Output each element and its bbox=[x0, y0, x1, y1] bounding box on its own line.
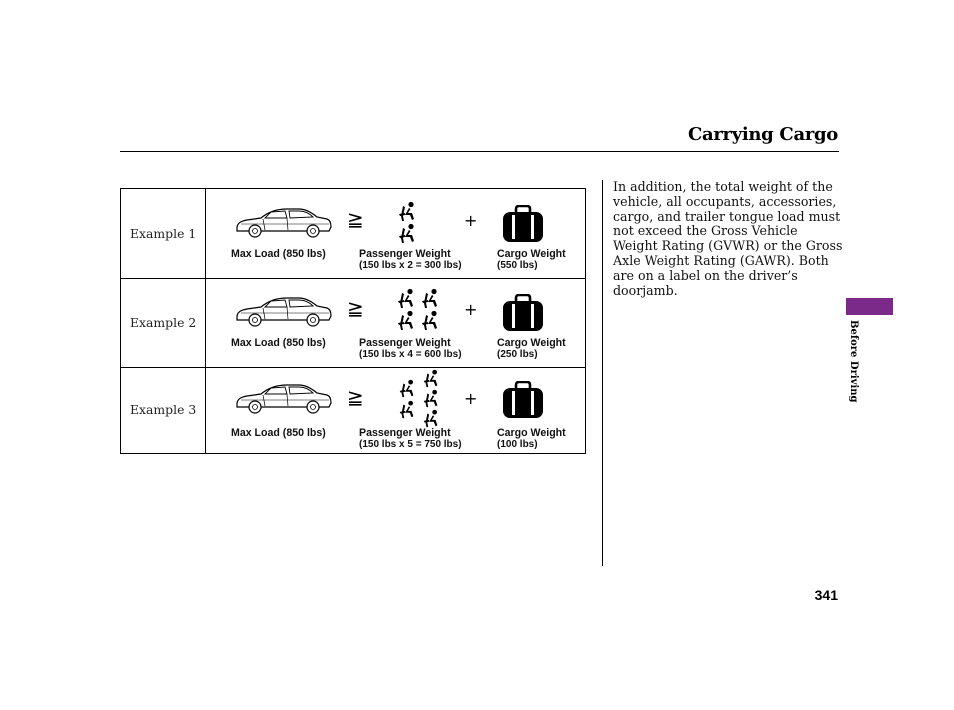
passenger-weight-title: Passenger Weight bbox=[359, 337, 451, 349]
passenger-weight-calc: (150 lbs x 4 = 600 lbs) bbox=[359, 349, 462, 360]
cargo-bag-icon bbox=[501, 294, 545, 332]
seated-passenger-icon bbox=[419, 310, 441, 332]
cargo-weight-title: Cargo Weight bbox=[497, 427, 566, 439]
passenger-weight-title: Passenger Weight bbox=[359, 427, 451, 439]
cargo-weight-caption bbox=[497, 248, 566, 272]
max-load-caption: Max Load (850 lbs) bbox=[231, 337, 326, 349]
seated-passenger-icon bbox=[396, 223, 418, 245]
passenger-weight-caption bbox=[359, 248, 462, 272]
row-label-cell bbox=[121, 189, 206, 278]
seated-passenger-icon bbox=[419, 288, 441, 310]
cargo-weight-title: Cargo Weight bbox=[497, 248, 566, 260]
cargo-weight-caption bbox=[497, 427, 566, 451]
seated-passenger-icon bbox=[395, 310, 417, 332]
column-divider bbox=[602, 180, 603, 566]
cargo-weight-value: (250 lbs) bbox=[497, 349, 538, 360]
plus-symbol: + bbox=[464, 300, 478, 319]
passenger-weight-title: Passenger Weight bbox=[359, 248, 451, 260]
plus-symbol: + bbox=[464, 211, 478, 230]
greater-or-equal-symbol: ≧ bbox=[347, 207, 364, 231]
seated-passenger-icon bbox=[395, 288, 417, 310]
passenger-weight-caption bbox=[359, 337, 462, 361]
sedan-icon bbox=[233, 292, 333, 328]
seated-passenger-icon bbox=[421, 389, 441, 409]
row-label: Example 1 bbox=[130, 226, 197, 241]
example-row-1 bbox=[121, 189, 585, 279]
row-label: Example 2 bbox=[130, 315, 197, 330]
title-rule bbox=[120, 151, 839, 152]
section-label: Before Driving bbox=[848, 320, 859, 403]
row-label: Example 3 bbox=[130, 402, 197, 417]
max-load-caption: Max Load (850 lbs) bbox=[231, 248, 326, 260]
passenger-weight-calc: (150 lbs x 5 = 750 lbs) bbox=[359, 439, 462, 450]
seated-passenger-icon bbox=[421, 369, 441, 389]
max-load-caption: Max Load (850 lbs) bbox=[231, 427, 326, 439]
greater-or-equal-symbol: ≧ bbox=[347, 296, 364, 320]
seated-passenger-icon bbox=[421, 409, 441, 429]
greater-or-equal-symbol: ≧ bbox=[347, 385, 364, 409]
example-row-3 bbox=[121, 367, 585, 453]
row-label-cell bbox=[121, 367, 206, 453]
sedan-icon bbox=[233, 203, 333, 239]
seated-passenger-icon bbox=[397, 379, 417, 399]
page-title: Carrying Cargo bbox=[687, 124, 838, 145]
section-tab bbox=[846, 298, 893, 315]
page-number: 341 bbox=[814, 587, 838, 603]
passenger-weight-calc: (150 lbs x 2 = 300 lbs) bbox=[359, 260, 462, 271]
seated-passenger-icon bbox=[396, 201, 418, 223]
cargo-weight-value: (100 lbs) bbox=[497, 439, 538, 450]
cargo-bag-icon bbox=[501, 381, 545, 419]
passenger-weight-caption bbox=[359, 427, 462, 451]
plus-symbol: + bbox=[464, 389, 478, 408]
cargo-weight-value: (550 lbs) bbox=[497, 260, 538, 271]
sedan-icon bbox=[233, 379, 333, 415]
cargo-weight-caption bbox=[497, 337, 566, 361]
cargo-weight-title: Cargo Weight bbox=[497, 337, 566, 349]
examples-table bbox=[120, 188, 586, 454]
example-row-2 bbox=[121, 278, 585, 368]
body-paragraph: In addition, the total weight of the vehicle, all occupants, accessories, cargo, and trailer tongue load must not exceed the Gross Vehicle Weight Rating (GVWR) or the Gross Axle Weight Rating (GAWR). Both are on a label on the driver’s doorjamb. bbox=[613, 179, 843, 298]
seated-passenger-icon bbox=[397, 400, 417, 420]
row-label-cell bbox=[121, 278, 206, 367]
cargo-bag-icon bbox=[501, 205, 545, 243]
